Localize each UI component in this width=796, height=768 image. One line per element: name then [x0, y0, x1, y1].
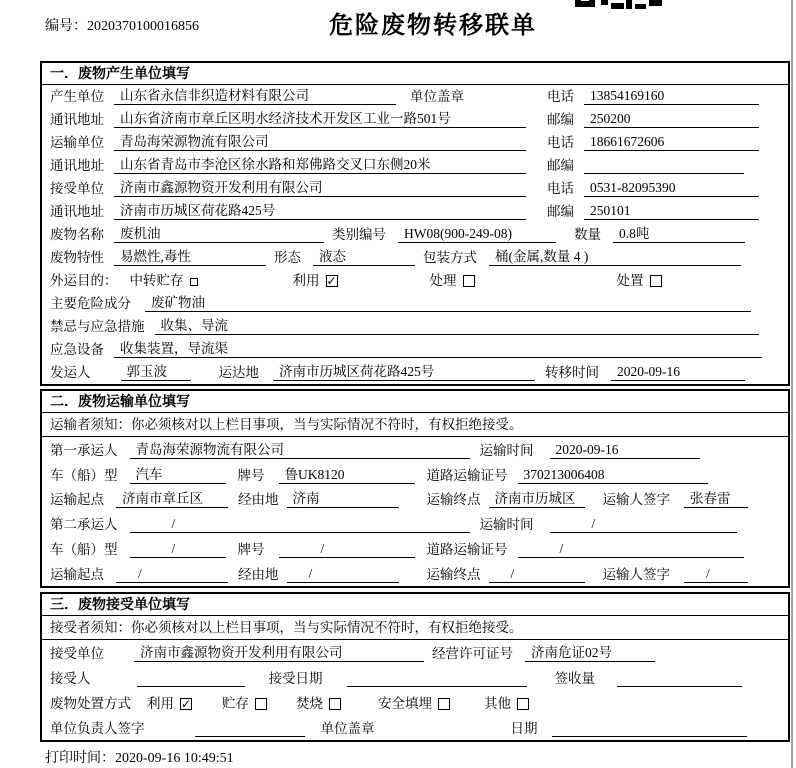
phone-value: 0531-82095390 [584, 179, 759, 197]
row-carrier1 [50, 437, 782, 462]
carrier-sign-label: 运输人签字 [602, 566, 670, 582]
row-receive-unit [50, 640, 782, 665]
endpoint-value: 济南市历城区 [489, 490, 585, 508]
row-left [50, 179, 547, 197]
shipper-label: 发运人 [50, 365, 91, 380]
page-edge [791, 0, 793, 768]
option-other-label: 其他 [484, 696, 511, 711]
road-permit-label: 道路运输证号 [426, 467, 508, 483]
destination-label: 运达地 [218, 365, 259, 380]
option-transfer-storage-label: 中转贮存 [129, 273, 184, 288]
taboo-value: 收集、导流 [155, 317, 759, 335]
row-head-signature [50, 715, 782, 740]
qr-block [635, 4, 646, 9]
landfill-checkbox [438, 698, 450, 710]
category-label: 类别编号 [332, 227, 386, 242]
section3-rows [42, 640, 788, 740]
endpoint-label: 运输终点 [426, 566, 481, 582]
date-label: 日期 [510, 721, 538, 736]
phone-label: 电话 [547, 181, 574, 196]
row-carrier2 [50, 511, 782, 536]
section1-rows [42, 85, 788, 384]
incinerate-checkbox [329, 698, 341, 710]
hazard-label: 主要危险成分 [50, 296, 131, 311]
utilize-checkbox [326, 275, 338, 287]
origin-value: / [116, 565, 228, 583]
head-sign-label: 单位负责人签字 [50, 721, 145, 736]
head-sign-value [195, 719, 305, 737]
option-landfill-label: 安全填埋 [378, 696, 432, 711]
phone-value: 18661672606 [584, 133, 759, 151]
row-disposal-method [50, 690, 782, 715]
receive-date-value [347, 669, 527, 687]
endpoint-value: / [489, 565, 585, 583]
section-producer [40, 61, 790, 386]
disposal-method-label: 废物处置方式 [50, 696, 131, 711]
option-incinerate-label: 焚烧 [296, 696, 323, 711]
form-value: 液态 [313, 248, 415, 266]
signed-amount-value [617, 669, 742, 687]
origin-label: 运输起点 [50, 492, 104, 508]
option-utilize-label: 利用 [292, 273, 320, 288]
address-label: 通讯地址 [50, 158, 104, 173]
phone-label: 电话 [547, 135, 574, 150]
section3-title: 三．废物接受单位填写 [42, 594, 788, 616]
carrier-sign-value: 张春雷 [684, 490, 748, 508]
via-value: 济南 [287, 490, 399, 508]
unit-stamp-label: 单位盖章 [410, 89, 464, 104]
row-vehicle1 [50, 462, 782, 487]
transfer-time-label: 转移时间 [545, 365, 599, 380]
receive-person-label: 接受人 [50, 671, 91, 686]
checkmark: ✓ [181, 697, 192, 711]
address-value: 山东省青岛市李沧区徐水路和郑佛路交叉口东侧20米 [114, 156, 526, 174]
carrier1-value: 青岛海荣源物流有限公司 [130, 441, 470, 459]
row-transporter-address [50, 154, 782, 177]
road-permit-label: 道路运输证号 [426, 542, 508, 558]
section-receiver [40, 592, 790, 742]
via-label: 经由地 [238, 492, 279, 508]
row-producer [50, 85, 782, 108]
road-permit-value: / [518, 540, 744, 558]
date-value [552, 719, 747, 737]
row-left [50, 156, 547, 174]
store-checkbox [255, 698, 267, 710]
transporter-label: 运输单位 [50, 135, 104, 150]
row-receive-person [50, 665, 782, 690]
category-value: HW08(900-249-08) [398, 225, 556, 243]
receiver-notice: 接受者须知：你必须核对以上栏目事项，当与实际情况不符时，有权拒绝接受。 [42, 616, 788, 640]
zip-label: 邮编 [547, 112, 574, 127]
zip-label: 邮编 [547, 204, 574, 219]
via-value: / [287, 565, 399, 583]
other-checkbox [517, 698, 529, 710]
zip-value: 250101 [584, 202, 759, 220]
row-taboo [50, 315, 782, 338]
row-receiver [50, 177, 782, 200]
producer-label: 产生单位 [50, 89, 104, 104]
plate-label: 牌号 [237, 542, 265, 558]
serial-value: 2020370100016856 [87, 19, 199, 34]
quantity-value: 0.8吨 [613, 225, 745, 243]
qr-block [649, 0, 662, 6]
signed-amount-label: 签收量 [554, 671, 595, 686]
origin-label: 运输起点 [50, 566, 104, 582]
character-label: 废物特性 [50, 250, 104, 265]
receive-date-label: 接受日期 [268, 671, 323, 686]
quantity-label: 数量 [574, 227, 601, 242]
qr-block [575, 0, 595, 7]
transport-time-value: / [550, 515, 737, 533]
waste-name-value: 废机油 [114, 225, 324, 243]
row-hazard [50, 292, 782, 315]
carrier-sign-value: / [684, 565, 748, 583]
section2-title: 二．废物运输单位填写 [42, 391, 788, 413]
row-purpose [50, 269, 782, 292]
page-title: 危险废物转移联单 [329, 12, 537, 39]
transfer-storage-checkbox [190, 278, 198, 286]
plate-value: 鲁UK8120 [279, 466, 415, 484]
row-left [50, 202, 547, 220]
transport-time-label: 运输时间 [479, 517, 534, 533]
print-time-line [45, 747, 234, 767]
transport-time-value: 2020-09-16 [550, 441, 700, 459]
row-left [50, 133, 547, 151]
address-value: 山东省济南市章丘区明水经济技术开发区工业一路501号 [114, 110, 526, 128]
row-receiver-address [50, 200, 782, 223]
destination-value: 济南市历城区荷花路425号 [273, 363, 535, 381]
vehicle-type-label: 车（船）型 [50, 467, 118, 483]
carrier2-value: / [130, 515, 470, 533]
road-permit-value: 370213006408 [518, 466, 708, 484]
row-producer-address [50, 108, 782, 131]
zip-label: 邮编 [547, 158, 574, 173]
qr-code-fragment-icon [575, 0, 663, 9]
phone-label: 电话 [547, 89, 574, 104]
equipment-label: 应急设备 [50, 342, 104, 357]
equipment-value: 收集装置，导流渠 [114, 340, 762, 358]
row-vehicle2 [50, 536, 782, 561]
receive-unit-value: 济南市鑫源物资开发利用有限公司 [134, 644, 424, 662]
option-utilize-label: 利用 [147, 696, 174, 711]
phone-value: 13854169160 [584, 87, 759, 105]
qr-block [626, 0, 632, 9]
row-shipper [50, 361, 782, 384]
receive-unit-label: 接受单位 [50, 646, 104, 661]
taboo-label: 禁忌与应急措施 [50, 319, 145, 334]
serial-label: 编号： [45, 19, 87, 34]
waste-name-label: 废物名称 [50, 227, 104, 242]
row-left [50, 87, 547, 105]
via-label: 经由地 [238, 566, 279, 582]
row-waste-name [50, 223, 782, 246]
row-emergency-equipment [50, 338, 782, 361]
plate-label: 牌号 [237, 467, 265, 483]
receiver-value: 济南市鑫源物资开发利用有限公司 [114, 179, 526, 197]
carrier1-label: 第一承运人 [50, 442, 118, 458]
transporter-notice: 运输者须知：你必须核对以上栏目事项，当与实际情况不符时，有权拒绝接受。 [42, 413, 788, 437]
license-label: 经营许可证号 [432, 646, 513, 661]
transfer-time-value: 2020-09-16 [611, 363, 745, 381]
vehicle-type-label: 车（船）型 [50, 542, 118, 558]
checkmark: ✓ [326, 274, 337, 288]
receive-person-value [137, 669, 245, 687]
carrier-sign-label: 运输人签字 [602, 492, 670, 508]
transporter-value: 青岛海荣源物流有限公司 [114, 133, 526, 151]
address-label: 通讯地址 [50, 204, 104, 219]
packing-label: 包装方式 [423, 250, 477, 265]
address-value: 济南市历城区荷花路425号 [114, 202, 526, 220]
purpose-label: 外运目的： [50, 273, 118, 288]
character-value: 易燃性,毒性 [114, 248, 266, 266]
row-route2 [50, 561, 782, 586]
section2-rows [42, 437, 788, 586]
hazard-value: 废矿物油 [145, 294, 751, 312]
qr-block [611, 3, 624, 9]
option-store-label: 贮存 [222, 696, 249, 711]
row-route1 [50, 487, 782, 512]
treat-checkbox [463, 275, 475, 287]
zip-value [584, 156, 744, 174]
print-time-value: 2020-09-16 10:49:51 [115, 751, 234, 766]
vehicle-type-value: 汽车 [130, 466, 226, 484]
license-value: 济南危证02号 [525, 644, 655, 662]
endpoint-label: 运输终点 [426, 492, 481, 508]
section1-title: 一．废物产生单位填写 [42, 63, 788, 85]
row-transporter [50, 131, 782, 154]
plate-value: / [279, 540, 415, 558]
producer-value: 山东省永信非织造材料有限公司 [114, 87, 396, 105]
print-time-label: 打印时间： [45, 751, 115, 766]
qr-block [601, 0, 608, 5]
packing-value: 桶(金属,数量 4 ) [489, 248, 741, 266]
option-treat-label: 处理 [429, 273, 457, 288]
origin-value: 济南市章丘区 [116, 490, 228, 508]
address-label: 通讯地址 [50, 112, 104, 127]
utilize-checkbox [180, 698, 192, 710]
shipper-value: 郭玉波 [121, 363, 191, 381]
form-label: 形态 [274, 250, 301, 265]
row-waste-character [50, 246, 782, 269]
vehicle-type-value: / [130, 540, 226, 558]
section-transporter [40, 389, 790, 588]
transport-time-label: 运输时间 [479, 442, 534, 458]
dispose-checkbox [650, 275, 662, 287]
unit-stamp-label: 单位盖章 [320, 721, 375, 736]
receiver-label: 接受单位 [50, 181, 104, 196]
option-dispose-label: 处置 [616, 273, 644, 288]
row-left [50, 110, 547, 128]
carrier2-label: 第二承运人 [50, 517, 118, 533]
zip-value: 250200 [584, 110, 759, 128]
